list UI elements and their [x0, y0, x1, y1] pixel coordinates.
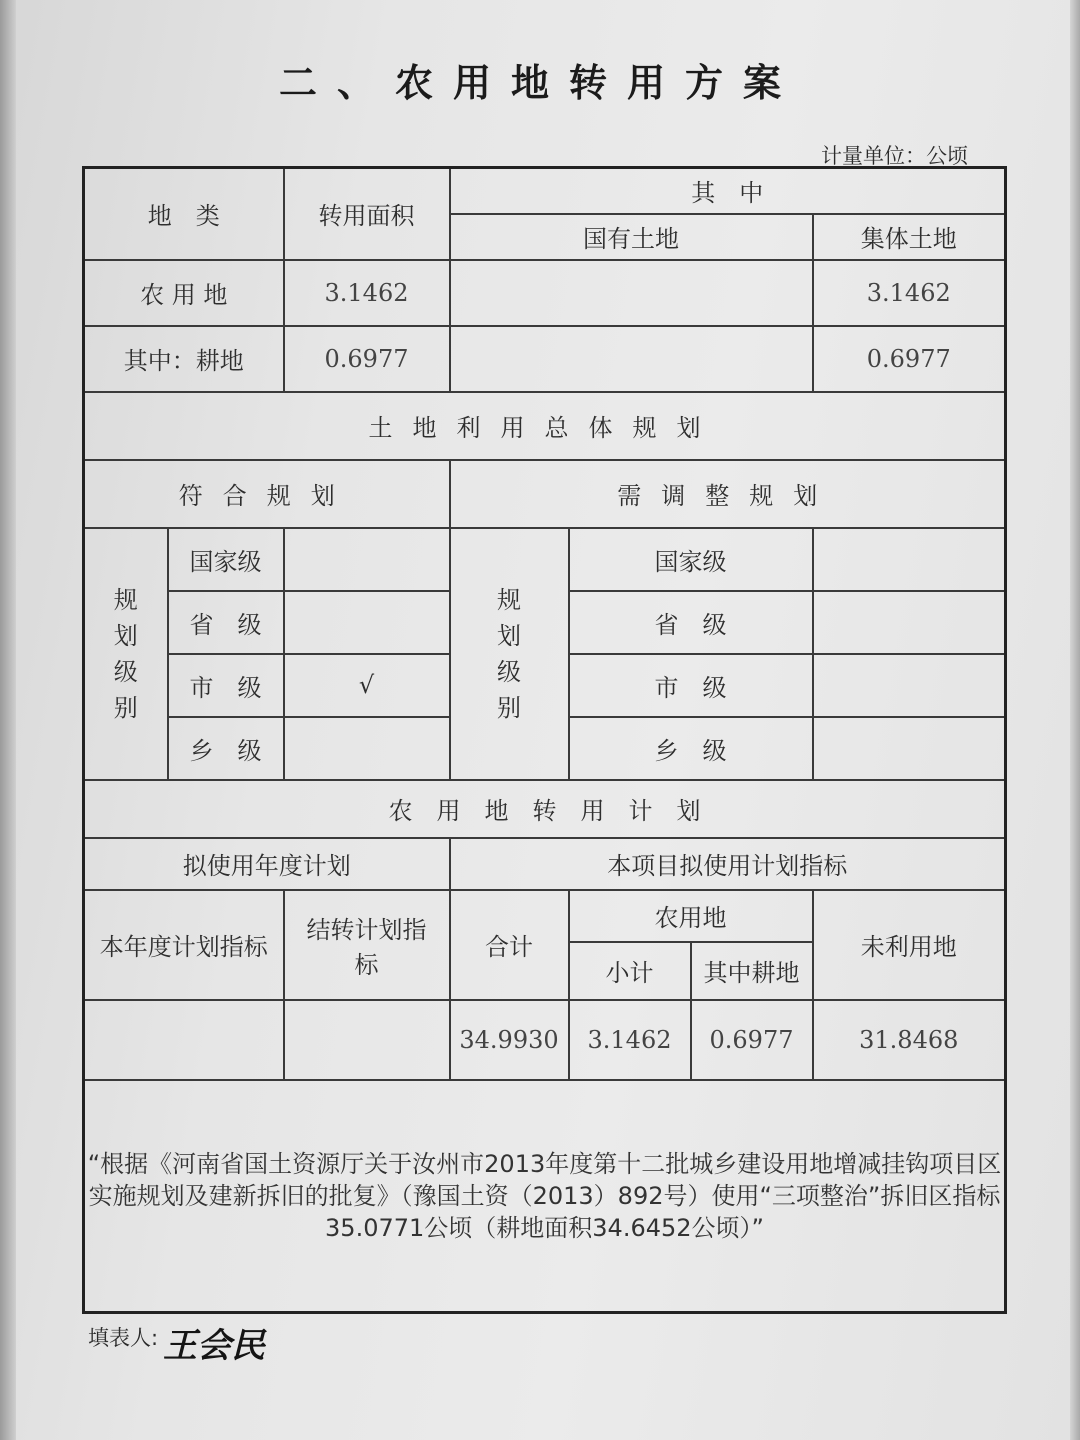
row-farmland-label: 农 用 地 — [84, 260, 284, 326]
adjust-level-province: 省 级 — [569, 591, 813, 654]
page-right-edge — [1070, 0, 1080, 1440]
row-arable-collective: 0.6977 — [813, 326, 1006, 392]
row-arable-state — [450, 326, 813, 392]
filler-label: 填表人: — [88, 1326, 159, 1350]
page-left-edge — [0, 0, 16, 1440]
unused-value: 31.8468 — [813, 1000, 1006, 1080]
total-value: 34.9930 — [450, 1000, 569, 1080]
adjust-level-city: 市 级 — [569, 654, 813, 717]
approval-note: “根据《河南省国土资源厅关于汝州市2013年度第十二批城乡建设用地增减挂钩项目区实施规划及建新拆旧的批复》（豫国土资（2013）892号）使用“三项整治”拆旧区指标35.0771公顷（耕地面积34.6452公顷）” — [84, 1080, 1006, 1313]
carry-over-header: 结转计划指标 — [284, 890, 450, 1000]
subtotal-header: 小计 — [569, 942, 691, 1000]
conversion-plan-title: 农 用 地 转 用 计 划 — [84, 780, 1006, 838]
row-arable-area: 0.6977 — [284, 326, 450, 392]
row-farmland-collective: 3.1462 — [813, 260, 1006, 326]
overall-plan-title: 土地利用总体规划 — [84, 392, 1006, 460]
unused-header: 未利用地 — [813, 890, 1006, 1000]
conform-level-township: 乡 级 — [168, 717, 284, 780]
header-state-owned: 国有土地 — [450, 214, 813, 260]
row-farmland-state — [450, 260, 813, 326]
unit-label: 计量单位：公顷 — [821, 144, 968, 168]
conform-level-city: 市 级 — [168, 654, 284, 717]
arable-header: 其中耕地 — [691, 942, 813, 1000]
adjust-level-township: 乡 级 — [569, 717, 813, 780]
conform-level-province: 省 级 — [168, 591, 284, 654]
annual-plan-header: 拟使用年度计划 — [84, 838, 450, 890]
conform-plan-header: 符合规划 — [84, 460, 450, 528]
arable-value: 0.6977 — [691, 1000, 813, 1080]
subtotal-value: 3.1462 — [569, 1000, 691, 1080]
adjust-plan-header: 需调整规划 — [450, 460, 1006, 528]
header-collective: 集体土地 — [813, 214, 1006, 260]
conform-mark-national — [284, 528, 450, 591]
header-area: 转用面积 — [284, 168, 450, 260]
adjust-mark-township — [813, 717, 1006, 780]
adjust-mark-city — [813, 654, 1006, 717]
conform-level-label: 规 划 级 别 — [84, 528, 168, 780]
adjust-mark-national — [813, 528, 1006, 591]
project-indicator-header: 本项目拟使用计划指标 — [450, 838, 1006, 890]
adjust-level-national: 国家级 — [569, 528, 813, 591]
conform-mark-province — [284, 591, 450, 654]
header-land-type: 地 类 — [84, 168, 284, 260]
page-title: 二、农用地转用方案 — [278, 61, 801, 105]
conform-level-national: 国家级 — [168, 528, 284, 591]
total-header: 合计 — [450, 890, 569, 1000]
this-year-header: 本年度计划指标 — [84, 890, 284, 1000]
conform-mark-city-checkmark: √ — [284, 654, 450, 717]
conform-mark-township — [284, 717, 450, 780]
adjust-mark-province — [813, 591, 1006, 654]
carry-over-value — [284, 1000, 450, 1080]
adjust-level-label: 规 划 级 别 — [450, 528, 569, 780]
filler-signature: 王会民 — [163, 1326, 265, 1366]
conversion-table — [82, 166, 1007, 1314]
row-farmland-area: 3.1462 — [284, 260, 450, 326]
farmland-header: 农用地 — [569, 890, 813, 942]
header-among: 其 中 — [450, 168, 1006, 214]
this-year-value — [84, 1000, 284, 1080]
row-arable-label: 其中：耕地 — [84, 326, 284, 392]
